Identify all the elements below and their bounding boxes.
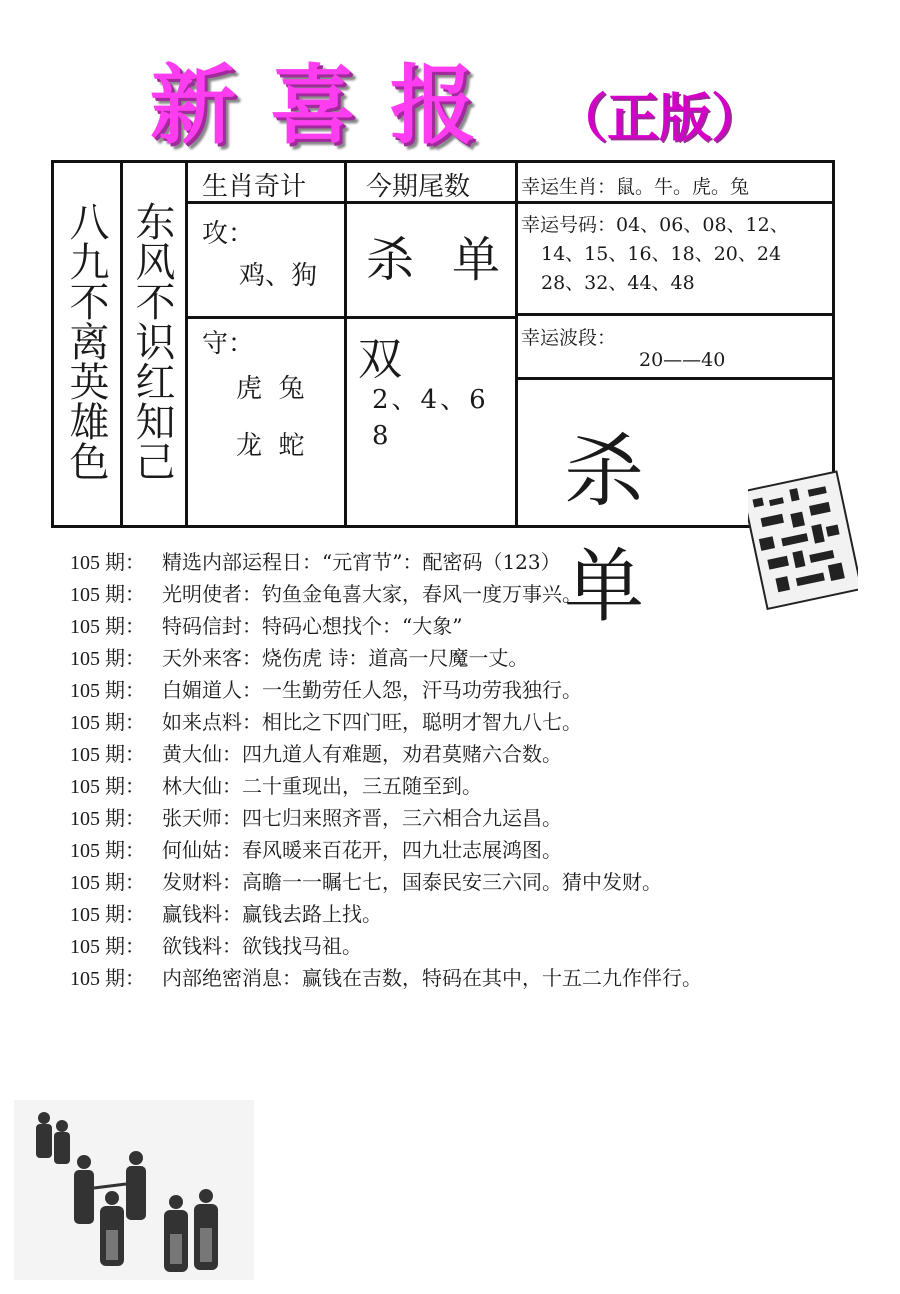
note-text: 何仙姑：春风暖来百花开，四九壮志展鸿图。 xyxy=(162,838,562,862)
note-issue: 105 期： xyxy=(70,776,145,798)
lucky-band-value: 20——40 xyxy=(639,349,726,371)
note-text: 白媚道人：一生勤劳任人怨，汗马功劳我独行。 xyxy=(162,678,582,702)
note-issue: 105 期： xyxy=(70,968,145,990)
note-issue: 105 期： xyxy=(70,904,145,926)
defend-label: 守： xyxy=(202,329,255,359)
grid-divider xyxy=(515,377,832,380)
lucky-band-label: 幸运波段： xyxy=(521,327,617,349)
note-row xyxy=(70,898,830,930)
note-text: 赢钱料：赢钱去路上找。 xyxy=(162,902,382,926)
grid-divider xyxy=(185,163,188,525)
grid-divider xyxy=(515,313,832,316)
defend-animals-2: 龙 蛇 xyxy=(236,431,305,461)
note-row xyxy=(70,706,830,738)
issue-notes xyxy=(70,546,830,994)
note-text: 内部绝密消息：赢钱在吉数，特码在其中，十五二九作伴行。 xyxy=(162,966,702,990)
note-issue: 105 期： xyxy=(70,584,145,606)
lucky-numbers-1: 幸运号码：04、06、08、12、 xyxy=(521,214,789,236)
note-text: 特码信封：特码心想找个：“大象” xyxy=(162,614,463,638)
note-issue: 105 期： xyxy=(70,808,145,830)
note-row xyxy=(70,738,830,770)
masthead xyxy=(150,30,770,156)
note-row xyxy=(70,834,830,866)
note-issue: 105 期： xyxy=(70,552,145,574)
note-row xyxy=(70,546,830,578)
defend-animals-1: 虎 兔 xyxy=(236,374,305,404)
note-issue: 105 期： xyxy=(70,840,145,862)
note-row xyxy=(70,610,830,642)
note-row xyxy=(70,866,830,898)
lucky-numbers-3: 28、32、44、48 xyxy=(541,272,695,294)
masthead-edition: （正版） xyxy=(555,88,764,149)
verse-column-2: 东风不识红知己 xyxy=(129,201,175,481)
tail-numbers-2: 8 xyxy=(372,421,389,451)
note-row xyxy=(70,802,830,834)
note-row xyxy=(70,962,830,994)
grid-divider xyxy=(344,163,347,525)
attack-label: 攻： xyxy=(202,219,255,249)
big-kill-text: 杀单 xyxy=(564,425,714,633)
masthead-title: 新喜报 xyxy=(150,55,510,156)
note-text: 林大仙：二十重现出，三五随至到。 xyxy=(162,774,482,798)
note-issue: 105 期： xyxy=(70,680,145,702)
note-text: 张天师：四七归来照齐晋，三六相合九运昌。 xyxy=(162,806,562,830)
note-text: 欲钱料：欲钱找马祖。 xyxy=(162,934,362,958)
note-text: 黄大仙：四九道人有难题，劝君莫赌六合数。 xyxy=(162,742,562,766)
lucky-numbers-2: 14、15、16、18、20、24 xyxy=(541,243,782,265)
note-text: 光明使者：钓鱼金龟喜大家，春风一度万事兴。 xyxy=(162,582,582,606)
figures-illustration xyxy=(14,1100,254,1280)
zodiac-header: 生肖奇计 xyxy=(202,172,307,202)
lucky-animals: 幸运生肖：鼠。牛。虎。兔 xyxy=(521,176,750,198)
note-text: 精选内部运程日：“元宵节”：配密码（123） xyxy=(162,550,561,574)
tail-header: 今期尾数 xyxy=(366,172,471,202)
note-text: 天外来客：烧伤虎 诗：道高一尺魔一丈。 xyxy=(162,646,529,670)
double-label: 双 xyxy=(358,334,402,385)
grid-divider xyxy=(120,163,123,525)
note-issue: 105 期： xyxy=(70,712,145,734)
note-issue: 105 期： xyxy=(70,744,145,766)
verse-column-1: 八九不离英雄色 xyxy=(63,201,109,481)
attack-animals: 鸡、狗 xyxy=(239,261,318,291)
note-issue: 105 期： xyxy=(70,648,145,670)
note-row xyxy=(70,930,830,962)
note-row xyxy=(70,674,830,706)
tail-numbers-1: 2、4、6 xyxy=(372,385,489,415)
note-issue: 105 期： xyxy=(70,616,145,638)
note-row xyxy=(70,770,830,802)
note-row xyxy=(70,578,830,610)
grid-divider xyxy=(515,163,518,525)
note-issue: 105 期： xyxy=(70,872,145,894)
note-row xyxy=(70,642,830,674)
note-text: 发财料：高瞻一一瞩七七，国泰民安三六同。猜中发财。 xyxy=(162,870,662,894)
note-issue: 105 期： xyxy=(70,936,145,958)
grid-divider xyxy=(185,316,518,319)
tail-kill-text: 杀单 xyxy=(366,232,539,288)
note-text: 如来点料：相比之下四门旺，聪明才智九八七。 xyxy=(162,710,582,734)
